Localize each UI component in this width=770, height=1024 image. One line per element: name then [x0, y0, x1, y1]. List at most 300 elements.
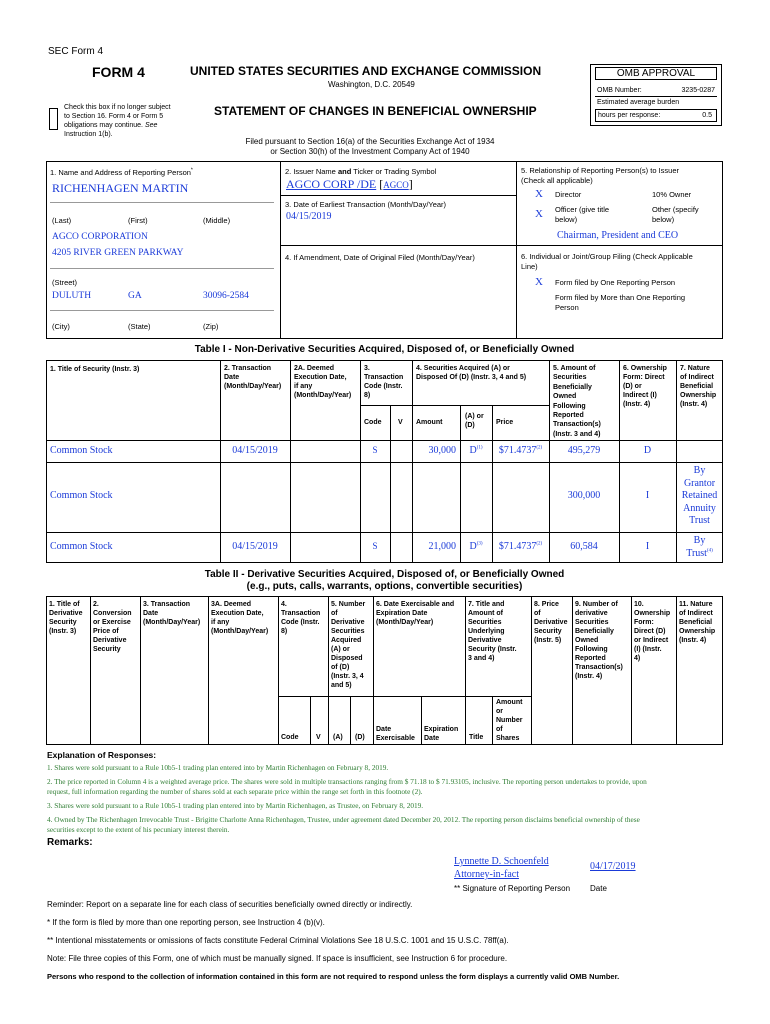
- one-person-label: Form filed by One Reporting Person: [555, 278, 676, 287]
- officer-title: Chairman, President and CEO: [557, 230, 679, 241]
- t1-h5-line: Transaction(s): [553, 421, 601, 429]
- t2-h10-line: Ownership: [634, 610, 671, 617]
- commission-title: UNITED STATES SECURITIES AND EXCHANGE COMMISSION: [190, 64, 542, 78]
- t1-h6-line: Form: Direct: [623, 374, 665, 381]
- shares-amount: 30,000: [428, 445, 456, 456]
- box3-label: 3. Date of Earliest Transaction (Month/Day/Year): [285, 200, 447, 209]
- box2-label: [285, 167, 436, 176]
- t1-h7-line: 7. Nature: [680, 365, 710, 372]
- t1-h6-line: Indirect (I): [623, 392, 657, 399]
- divider: [492, 696, 493, 745]
- footnote-ref: (4): [706, 548, 713, 554]
- footer-multiple: * If the form is filed by more than one reporting person, see Instruction 4 (b)(v).: [47, 918, 325, 927]
- checkbox-instructions: [64, 103, 171, 139]
- footer-omb-notice: Persons who respond to the collection of information contained in this form are not required to respond unless the form displays a currently valid OMB Number.: [47, 972, 620, 981]
- t2-h10-line: or Indirect: [634, 637, 669, 644]
- t2-sub-a: (A): [333, 734, 343, 741]
- nature-line: By: [693, 465, 706, 476]
- t2-h3-line: Date: [143, 610, 159, 617]
- t2-h9: [575, 600, 623, 681]
- t2-h3: [143, 600, 200, 627]
- acquired-disposed: [460, 445, 492, 456]
- more-persons-line-2: Person: [555, 303, 579, 312]
- owned-following: 495,279: [567, 445, 601, 456]
- t1-h2: [224, 364, 281, 391]
- t2-h6: [376, 600, 454, 627]
- footnote-3: 3. Shares were sold pursuant to a Rule 10b5-1 trading plan entered into by Martin Richenhagen, as Trustee, on February 8, 2019.: [47, 801, 424, 810]
- shares-amount: 21,000: [428, 541, 456, 552]
- footnote-ref: (3): [476, 541, 483, 547]
- divider: [278, 596, 279, 745]
- t1-h3-line: Transaction: [364, 374, 404, 381]
- footnote-ref: (1): [476, 445, 483, 451]
- bracket-close: ]: [408, 177, 413, 191]
- last-label: (Last): [52, 216, 72, 225]
- t2-sub-line: Exercisable: [376, 735, 415, 742]
- t1-h1: 1. Title of Security (Instr. 3): [50, 366, 140, 373]
- form-title: FORM 4: [92, 64, 145, 80]
- box5-label: [521, 166, 679, 186]
- t2-h9-line: (Instr. 4): [575, 673, 603, 680]
- other-label-1: Other (specify: [652, 205, 699, 214]
- divider: [280, 245, 516, 246]
- t1-h6-line: (D) or: [623, 383, 642, 390]
- box6-label: [521, 252, 693, 272]
- address-line-2: 4205 RIVER GREEN PARKWAY: [52, 248, 184, 258]
- t2-h4-line: Code (Instr.: [281, 619, 320, 626]
- omb-approval-box: [590, 64, 722, 126]
- t2-h5-line: 5. Number: [331, 601, 366, 608]
- t1-h5-line: Following: [553, 402, 586, 410]
- earliest-transaction-date: 04/15/2019: [286, 211, 332, 222]
- t1-h2a-line: if any: [294, 383, 313, 390]
- table1-title: Table I - Non-Derivative Securities Acquired, Disposed of, or Beneficially Owned: [194, 344, 575, 355]
- divider: [492, 405, 493, 563]
- t1-h7: [680, 364, 716, 409]
- t1-h6-line: 6. Ownership: [623, 365, 667, 372]
- t2-h7-line: 7. Title and: [468, 601, 505, 608]
- t2-h4-line: Transaction: [281, 610, 321, 617]
- state-label: (State): [128, 322, 151, 331]
- t1-sub-aord-line: (A) or: [465, 413, 484, 420]
- t1-h4: [416, 364, 526, 382]
- t2-h11-line: (Instr. 4): [679, 637, 707, 644]
- footnote-4: 4. Owned by The Richenhagen Irrevocable Trust - Brigitte Charlotte Anna Richenhagen, Trustee, under agreement dated December 20, 2012. The reporting person disclaims beneficial ownership of these: [47, 815, 640, 824]
- footnote-4-cont: securities except to the extent of his pecuniary interest therein.: [47, 825, 230, 834]
- omb-hours-label: hours per response:: [598, 112, 661, 119]
- issuer-line: [286, 177, 413, 192]
- t1-h3: [364, 364, 403, 400]
- t2-h5-line: (Instr. 3, 4: [331, 673, 364, 680]
- t2-h4-line: 8): [281, 628, 288, 635]
- nature-line: Trust: [689, 515, 710, 526]
- footer-misstatements: ** Intentional misstatements or omissions of facts constitute Federal Criminal Violations See 18 U.S.C. 1001 and 15 U.S.C. 78ff(a).: [47, 936, 509, 945]
- t1-sub-price: Price: [496, 419, 514, 426]
- t2-h7-line: Derivative: [468, 637, 502, 644]
- t2-h7-line: 3 and 4): [468, 655, 495, 662]
- t1-h2a: [294, 364, 351, 400]
- t1-sub-v: V: [398, 419, 403, 426]
- nature-of-ownership: [676, 465, 723, 528]
- t2-h9-line: Transaction(s): [575, 664, 623, 671]
- acquired-disposed: [460, 541, 492, 552]
- city-value: DULUTH: [52, 291, 92, 301]
- divider: [46, 462, 723, 463]
- box1-label: [50, 168, 193, 177]
- t1-h2a-line: (Month/Day/Year): [294, 392, 352, 399]
- t2-h5-line: (A) or: [331, 646, 350, 653]
- t2-h9-line: Securities: [575, 619, 609, 626]
- t2-sub-line: or: [496, 708, 503, 715]
- t1-h2-line: (Month/Day/Year): [224, 383, 282, 390]
- address-line-1: AGCO CORPORATION: [52, 232, 148, 242]
- t2-h10: [634, 600, 670, 663]
- t2-h2-line: Security: [93, 646, 121, 653]
- t2-h8-line: Security: [534, 628, 562, 635]
- t2-h5-line: Disposed: [331, 655, 363, 662]
- t2-h3a: [211, 600, 268, 636]
- t1-h3-line: Code (Instr.: [364, 383, 403, 390]
- signature-date: 04/17/2019: [590, 861, 636, 872]
- divider: [516, 245, 723, 246]
- t2-h2-line: Conversion: [93, 610, 132, 617]
- reporting-person-name: RICHENHAGEN MARTIN: [52, 181, 189, 195]
- other-label-2: below): [652, 215, 675, 224]
- table2-title-line: (e.g., puts, calls, warrants, options, convertible securities): [246, 581, 523, 592]
- divider: [208, 596, 209, 745]
- t1-h7-line: of Indirect: [680, 374, 714, 381]
- divider: [280, 161, 281, 339]
- officer-label-2: below): [555, 215, 578, 224]
- checkbox-text-line: to Section 16. Form 4 or Form 5: [64, 113, 164, 120]
- t2-h2-line: Price of: [93, 628, 119, 635]
- transaction-date: 04/15/2019: [232, 541, 278, 552]
- footer-reminder: Reminder: Report on a separate line for each class of securities beneficially owned directly or indirectly.: [47, 900, 413, 909]
- ownership-form: I: [645, 490, 650, 501]
- t1-h7-line: (Instr. 4): [680, 401, 708, 408]
- t1-sub-aord: [465, 412, 484, 430]
- t2-h5-line: and 5): [331, 682, 352, 689]
- t2-h9-line: 9. Number of: [575, 601, 618, 608]
- t2-h5-line: Acquired: [331, 637, 362, 644]
- divider: [50, 202, 274, 203]
- security-title: Common Stock: [50, 541, 113, 552]
- omb-number-value: 3235-0287: [681, 87, 715, 94]
- t2-h7-line: Securities: [468, 619, 502, 626]
- t1-h6: [623, 364, 667, 409]
- t2-h10-line: Direct (D): [634, 628, 666, 635]
- box2-label-a: 2. Issuer Name: [285, 167, 336, 176]
- table2-title: [46, 569, 723, 593]
- t2-sub-v: V: [316, 734, 321, 741]
- t2-sub-title: Title: [469, 734, 484, 741]
- zip-value: 30096-2584: [203, 291, 249, 301]
- divider: [676, 596, 677, 745]
- divider: [460, 405, 461, 563]
- security-title: Common Stock: [50, 490, 113, 501]
- t2-h9-line: Reported: [575, 655, 606, 662]
- t2-sub-expiration: [424, 725, 458, 743]
- t2-h10-line: (I) (Instr.: [634, 646, 662, 653]
- checkbox-text-line: Instruction 1(b).: [64, 131, 113, 138]
- t2-h7-line: Amount of: [468, 610, 503, 617]
- t1-h4-line: 4. Securities Acquired (A) or: [416, 365, 510, 372]
- t2-h9-line: Beneficially: [575, 628, 614, 635]
- divider: [328, 596, 329, 745]
- security-title: Common Stock: [50, 445, 113, 456]
- first-label: (First): [128, 216, 148, 225]
- bracket-open: [: [379, 177, 384, 191]
- divider: [360, 405, 549, 406]
- see-word: See: [144, 122, 158, 129]
- t1-h7-line: Beneficial: [680, 383, 714, 390]
- divider: [631, 596, 632, 745]
- divider: [350, 696, 351, 745]
- t2-h4-line: 4.: [281, 601, 287, 608]
- signature-name: [454, 855, 549, 881]
- t2-h1: [49, 600, 82, 636]
- filed-pursuant: [230, 137, 510, 157]
- omb-hours-box: [595, 109, 717, 122]
- footer-notes: [47, 896, 727, 986]
- box2-label-b: Ticker or Trading Symbol: [353, 167, 437, 176]
- checkbox-text-line: obligations may continue.: [64, 122, 143, 129]
- t1-sub-amount: Amount: [416, 419, 443, 426]
- t2-h3a-line: Execution Date,: [211, 610, 264, 617]
- box5-label-1: 5. Relationship of Reporting Person(s) to Issuer: [521, 166, 679, 175]
- t2-h9-line: derivative: [575, 610, 608, 617]
- t1-h2a-line: Execution Date,: [294, 374, 347, 381]
- t1-h3-line: 8): [364, 392, 371, 399]
- t1-h2-line: Date: [224, 374, 240, 381]
- t2-h7-line: Underlying: [468, 628, 505, 635]
- t2-h3a-line: (Month/Day/Year): [211, 628, 269, 635]
- footnote-ref: (2): [536, 541, 543, 547]
- t2-h3-line: 3. Transaction: [143, 601, 191, 608]
- t2-sub-amount: [496, 698, 522, 743]
- acquired-disposed-code: D: [469, 445, 477, 456]
- t2-h10-line: 4): [634, 655, 641, 662]
- t2-h10-line: 10.: [634, 601, 644, 608]
- price-value: $71.4737: [498, 445, 537, 456]
- t1-h5-line: Reported: [553, 412, 584, 420]
- t2-h2-line: Derivative: [93, 637, 127, 644]
- t1-h6-line: (Instr. 4): [623, 401, 651, 408]
- divider: [310, 696, 311, 745]
- box6-label-2: Line): [521, 262, 538, 271]
- t2-h1-line: Security: [49, 619, 77, 626]
- ownership-form: I: [645, 541, 650, 552]
- divider: [50, 310, 274, 311]
- t2-h5: [331, 600, 365, 690]
- city-label: (City): [52, 322, 70, 331]
- divider: [140, 596, 141, 745]
- t2-sub-d: (D): [355, 734, 365, 741]
- t2-sub-line: of: [496, 726, 503, 733]
- divider: [465, 596, 466, 745]
- nature-line: Grantor: [683, 477, 716, 489]
- officer-checkmark[interactable]: X: [535, 208, 543, 220]
- more-persons-line-1: Form filed by More than One Reporting: [555, 293, 686, 302]
- signature-label: ** Signature of Reporting Person: [454, 884, 571, 893]
- transaction-date: 04/15/2019: [232, 445, 278, 456]
- director-label: Director: [555, 190, 582, 199]
- t2-h8-line: 8. Price: [534, 601, 559, 608]
- divider: [390, 405, 391, 563]
- t2-h11-line: Beneficial: [679, 619, 713, 626]
- filed-line-2: or Section 30(h) of the Investment Company Act of 1940: [270, 147, 470, 156]
- t2-sub-line: Amount: [496, 699, 523, 706]
- explanation-notes: [47, 763, 727, 835]
- divider: [572, 596, 573, 745]
- t1-h4-line: Disposed Of (D) (Instr. 3, 4 and 5): [416, 374, 527, 381]
- t2-h2-line: or Exercise: [93, 619, 131, 626]
- nature-of-ownership: [676, 535, 723, 560]
- footnote-2-cont: request, full information regarding the number of shares sold at each separate price within the range set forth in this footnote (2).: [47, 787, 423, 796]
- t1-h3-line: 3.: [364, 365, 370, 372]
- t2-h2: [93, 600, 132, 654]
- ownership-form: D: [643, 445, 652, 456]
- t2-h5-line: of (D): [331, 664, 350, 671]
- box2-label-and: and: [337, 167, 352, 176]
- t2-h2-line: 2.: [93, 601, 99, 608]
- t2-h9-line: Following: [575, 646, 608, 653]
- statement-title: STATEMENT OF CHANGES IN BENEFICIAL OWNERSHIP: [214, 104, 537, 118]
- box1-label-mark: *: [190, 167, 193, 174]
- box4-label: 4. If Amendment, Date of Original Filed (Month/Day/Year): [285, 253, 475, 262]
- price-value: $71.4737: [498, 541, 537, 552]
- acquired-disposed-code: D: [469, 541, 477, 552]
- more-persons-label: [555, 293, 685, 313]
- t2-h5-line: Securities: [331, 628, 365, 635]
- divider: [90, 596, 91, 745]
- officer-label-1: Officer (give title: [555, 205, 610, 214]
- state-value: GA: [128, 291, 142, 301]
- owned-following: 300,000: [567, 490, 601, 501]
- nature-line: Annuity: [683, 502, 716, 514]
- t1-h5-line: 5. Amount of: [553, 365, 596, 372]
- t2-h8: [534, 600, 567, 645]
- t2-sub-line: Date: [424, 735, 440, 742]
- t2-h4: [281, 600, 320, 636]
- t2-h11-line: 11. Nature: [679, 601, 713, 608]
- owned-following: 60,584: [570, 541, 598, 552]
- t1-h5-line: Owned: [553, 393, 577, 401]
- t1-h5-line: Beneficially: [553, 383, 592, 391]
- t1-h5: [553, 364, 601, 439]
- t2-h3-line: (Month/Day/Year): [143, 619, 201, 626]
- ten-pct-owner-label: 10% Owner: [652, 190, 692, 199]
- t2-h8-line: Derivative: [534, 619, 568, 626]
- divider: [50, 268, 274, 269]
- t1-h2a-line: 2A. Deemed: [294, 365, 335, 372]
- nature-line: Trust: [686, 547, 707, 559]
- t2-h6-line: (Month/Day/Year): [376, 619, 434, 626]
- t2-h1-line: (Instr. 3): [49, 628, 77, 635]
- checkbox-text-line: Check this box if no longer subject: [64, 104, 171, 111]
- box5-label-2: (Check all applicable): [521, 176, 593, 185]
- t2-h5-line: Derivative: [331, 619, 365, 626]
- middle-label: (Middle): [203, 216, 231, 225]
- filed-line-1: Filed pursuant to Section 16(a) of the Securities Exchange Act of 1934: [245, 137, 495, 146]
- t2-sub-line: Expiration: [424, 726, 459, 733]
- t2-h3a-line: if any: [211, 619, 230, 626]
- t2-h10-line: Form:: [634, 619, 654, 626]
- explanation-title: Explanation of Responses:: [47, 750, 157, 760]
- street-label: (Street): [52, 278, 78, 287]
- t1-sub-aord-line: (D): [465, 422, 475, 429]
- t2-h11-line: of Indirect: [679, 610, 713, 617]
- t2-sub-code: Code: [281, 734, 299, 741]
- other-label: [652, 205, 699, 225]
- issuer-name[interactable]: AGCO CORP /DE: [286, 177, 377, 191]
- t1-h5-line: (Instr. 3 and 4): [553, 430, 601, 438]
- divider: [373, 596, 374, 745]
- t2-sub-date-exercisable: [376, 725, 415, 743]
- sec-form-label: SEC Form 4: [48, 46, 104, 57]
- t2-h6-line: 6. Date Exercisable and: [376, 601, 455, 608]
- zip-label: (Zip): [203, 322, 219, 331]
- nature-line: By: [693, 535, 706, 546]
- t2-h7: [468, 600, 517, 663]
- t2-sub-line: Number: [496, 717, 523, 724]
- footer-copies: Note: File three copies of this Form, one of which must be manually signed. If space is insufficient, see Instruction 6 for procedure.: [47, 954, 508, 963]
- footnote-ref: (2): [536, 445, 543, 451]
- nature-line: Retained: [681, 490, 718, 501]
- signer-line-2: Attorney-in-fact: [454, 869, 519, 880]
- t1-h2-line: 2. Transaction: [224, 365, 272, 372]
- issuer-ticker[interactable]: AGCO: [383, 180, 409, 190]
- t2-h5-line: of: [331, 610, 338, 617]
- t2-h3a-line: 3A. Deemed: [211, 601, 252, 608]
- t1-sub-code: Code: [364, 419, 382, 426]
- no-longer-subject-checkbox[interactable]: [49, 108, 58, 130]
- divider: [46, 532, 723, 533]
- divider: [595, 96, 717, 97]
- t2-h11-line: Ownership: [679, 628, 716, 635]
- footnote-1: 1. Shares were sold pursuant to a Rule 10b5-1 trading plan entered into by Martin Richenhagen on February 8, 2019.: [47, 763, 389, 772]
- date-label: Date: [590, 884, 607, 893]
- commission-location: Washington, D.C. 20549: [328, 80, 415, 89]
- t2-sub-line: Date: [376, 726, 392, 733]
- t2-h6-line: Expiration Date: [376, 610, 428, 617]
- t2-h1-line: Derivative: [49, 610, 83, 617]
- divider: [280, 195, 516, 196]
- t2-h1-line: 1. Title of: [49, 601, 80, 608]
- omb-hours-value: 0.5: [702, 112, 712, 119]
- divider: [421, 696, 422, 745]
- omb-burden-label: Estimated average burden: [597, 99, 680, 106]
- remarks-title: Remarks:: [47, 837, 93, 848]
- officer-label: [555, 205, 609, 225]
- divider: [278, 696, 531, 697]
- divider: [516, 161, 517, 339]
- t2-h9-line: Owned: [575, 637, 599, 644]
- signer-line-1: Lynnette D. Schoenfeld: [454, 856, 549, 867]
- table2-title-line: Table II - Derivative Securities Acquired, Disposed of, or Beneficially Owned: [204, 569, 565, 580]
- t2-sub-line: Shares: [496, 735, 520, 742]
- director-checkmark[interactable]: X: [535, 188, 543, 200]
- price: [492, 445, 549, 456]
- footnote-2: 2. The price reported in Column 4 is a weighted average price. The shares were sold in multiple transactions ranging from $ 71.18 to $ 71.93105, inclusive. The reporting person undertakes to provide, upon: [47, 777, 647, 786]
- t2-h7-line: Security (Instr.: [468, 646, 517, 653]
- one-person-checkmark[interactable]: X: [535, 276, 543, 288]
- transaction-code: S: [372, 541, 378, 551]
- box1-label-text: 1. Name and Address of Reporting Person: [50, 168, 191, 177]
- omb-title: OMB APPROVAL: [595, 67, 717, 80]
- price: [492, 541, 549, 552]
- transaction-code: S: [372, 445, 378, 455]
